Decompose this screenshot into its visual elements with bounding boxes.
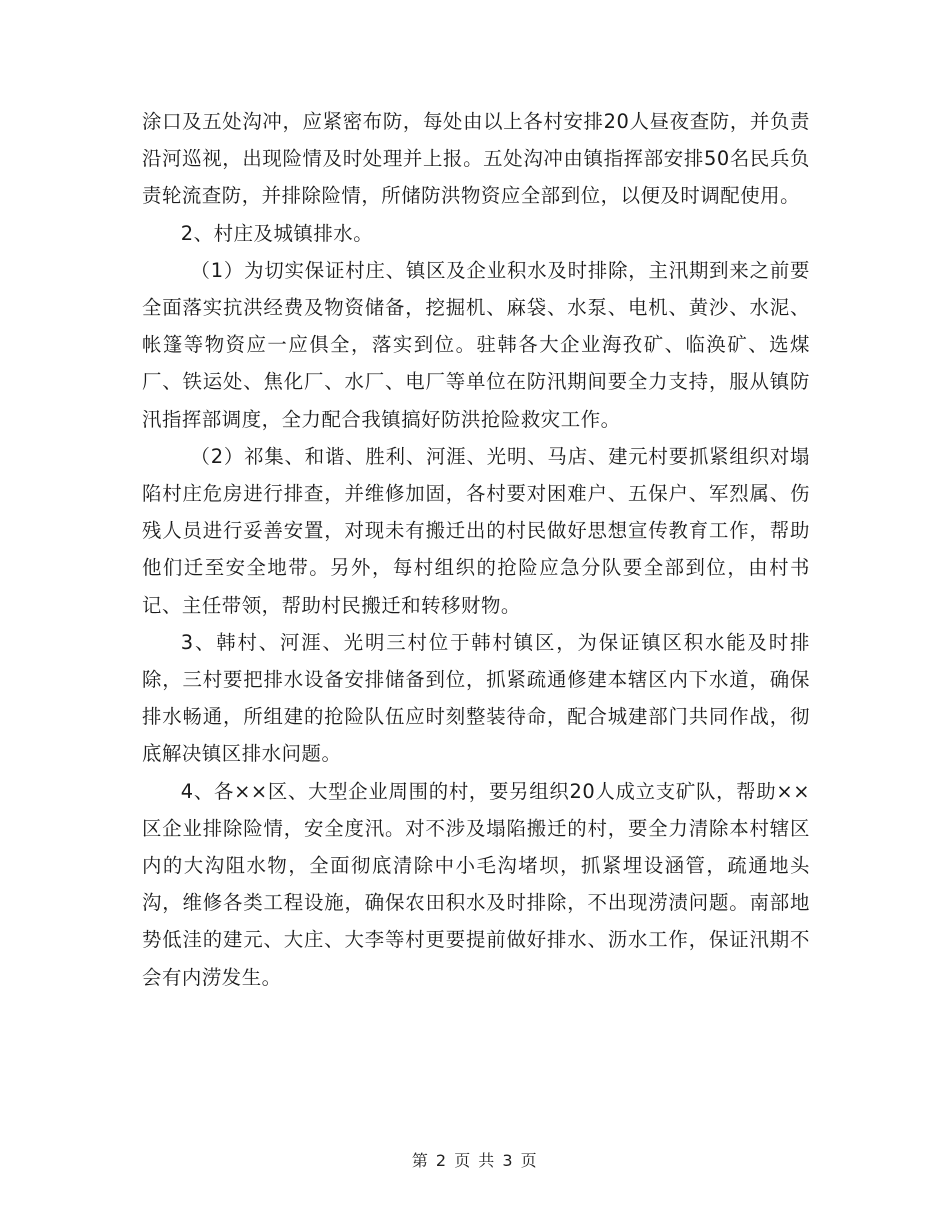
document-body	[142, 103, 810, 996]
paragraph-flood-defense: 涂口及五处沟冲，应紧密布防，每处由以上各村安排20人昼夜查防，并负责沿河巡视，出现险情及时处理并上报。五处沟冲由镇指挥部安排50名民兵负责轮流查防，并排除险情，所储防洪物资应全部到位，以便及时调配使用。	[142, 110, 810, 208]
paragraph-heading-drainage: 2、村庄及城镇排水。	[180, 221, 374, 245]
page-number-label: 第 2 页 共 3 页	[411, 1151, 539, 1170]
page-footer	[0, 1148, 950, 1171]
paragraph-item-1: （1）为切实保证村庄、镇区及企业积水及时排除，主汛期到来之前要全面落实抗洪经费及物资储备，挖掘机、麻袋、水泵、电机、黄沙、水泥、帐篷等物资应一应俱全，落实到位。驻韩各大企业海孜矿、临涣矿、选煤厂、铁运处、焦化厂、水厂、电厂等单位在防汛期间要全力支持，服从镇防汛指挥部调度，全力配合我镇搞好防洪抢险救灾工作。	[142, 258, 810, 431]
paragraph-section-4: 4、各××区、大型企业周围的村，要另组织20人成立支矿队，帮助××区企业排除险情，安全度汛。对不涉及塌陷搬迁的村，要全力清除本村辖区内的大沟阻水物，全面彻底清除中小毛沟堵坝，抓紧埋设涵管，疏通地头沟，维修各类工程设施，确保农田积水及时排除，不出现涝渍问题。南部地势低洼的建元、大庄、大李等村更要提前做好排水、沥水工作，保证汛期不会有内涝发生。	[142, 779, 810, 989]
paragraph-item-2: （2）祁集、和谐、胜利、河涯、光明、马店、建元村要抓紧组织对塌陷村庄危房进行排查，并维修加固，各村要对困难户、五保户、军烈属、伤残人员进行妥善安置，对现未有搬迁出的村民做好思想宣传教育工作，帮助他们迁至安全地带。另外，每村组织的抢险应急分队要全部到位，由村书记、主任带领，帮助村民搬迁和转移财物。	[142, 444, 810, 617]
paragraph-section-3: 3、韩村、河涯、光明三村位于韩村镇区，为保证镇区积水能及时排除，三村要把排水设备安排储备到位，抓紧疏通修建本辖区内下水道，确保排水畅通，所组建的抢险队伍应时刻整装待命，配合城建部门共同作战，彻底解决镇区排水问题。	[142, 630, 810, 766]
